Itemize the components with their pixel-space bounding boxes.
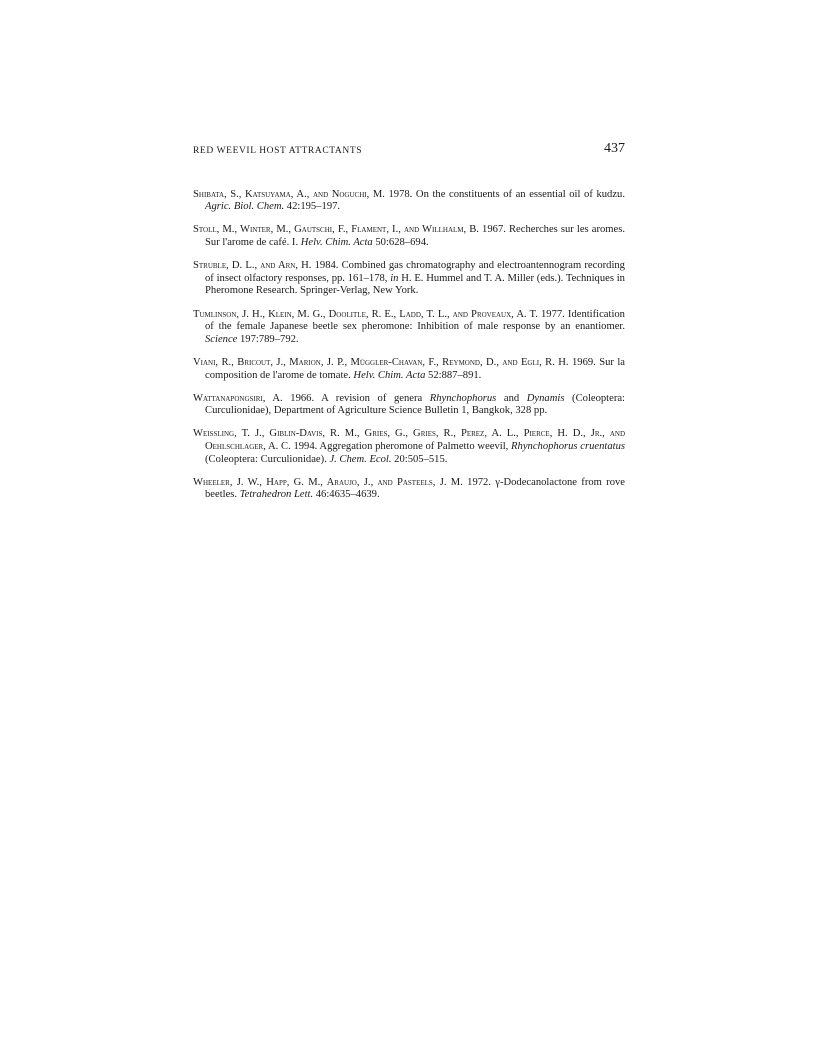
reference-citation: 42:195–197. — [284, 201, 341, 213]
reference-entry — [193, 428, 625, 466]
reference-text: 1994. Aggregation pheromone of Palmetto weevil, — [290, 441, 512, 453]
reference-entry — [193, 393, 625, 418]
reference-entry — [193, 357, 625, 382]
reference-authors: Struble, D. L., and Arn, H. — [193, 260, 312, 272]
reference-entry — [193, 309, 625, 347]
reference-text: 1966. A revision of genera — [282, 392, 430, 404]
reference-text: 1969. Sur la composition de l'arome de tomate. — [205, 356, 626, 381]
reference-text: 1977. Identification of the female Japanese beetle sex pheromone: Inhibition of male response by an enantiomer. — [205, 308, 625, 333]
reference-journal: J. Chem. Ecol. — [329, 453, 392, 465]
reference-entry — [193, 477, 625, 502]
reference-authors: Viani, R., Bricout, J., Marion, J. P., Müggler-Chavan, F., Reymond, D., and Egli, R. H. — [193, 356, 569, 368]
reference-citation: 20:505–515. — [391, 453, 448, 465]
reference-text: 1984. Combined gas chromatography and electroantennogram recording of insect olfactory responses, pp. 161–178, — [205, 260, 625, 284]
reference-journal: Science — [205, 333, 238, 345]
reference-journal: Helv. Chim. Acta — [300, 236, 373, 248]
reference-citation: (Coleoptera: Curculionidae), Department of Agriculture Science Bulletin 1, Bangkok, 328 pp. — [205, 392, 625, 417]
reference-authors: Stoll, M., Winter, M., Gautschi, F., Flament, I., and Willhalm, B. — [193, 224, 479, 236]
page-header — [193, 141, 625, 161]
reference-text: 1978. On the constituents of an essential oil of kudzu. — [384, 188, 625, 200]
reference-text: (Coleoptera: Curculionidae). — [205, 453, 330, 465]
reference-genus: Dynamis — [526, 392, 565, 404]
reference-species: Rhynchophorus cruentatus — [511, 441, 625, 453]
reference-authors: Weissling, T. J., Giblin-Davis, R. M., Gries, G., Gries, R., Perez, A. L., Pierce, H. D., Jr., and Oehlschlager, A. C. — [193, 428, 625, 453]
reference-text: 1967. Recherches sur les aromes. Sur l'arome de café. I. — [205, 224, 625, 248]
reference-citation: 52:887–891. — [425, 369, 482, 381]
reference-entry — [193, 224, 625, 249]
reference-journal: in — [390, 272, 399, 284]
reference-citation: 46:4635–4639. — [313, 489, 380, 501]
reference-journal: Agric. Biol. Chem. — [205, 201, 285, 213]
reference-authors: Wattanapongsiri, A. — [193, 392, 283, 404]
reference-entry — [193, 189, 625, 214]
reference-authors: Tumlinson, J. H., Klein, M. G., Doolitle, R. E., Ladd, T. L., and Proveaux, A. T. — [193, 308, 538, 320]
reference-authors: Shibata, S., Katsuyama, A., and Noguchi, M. — [193, 188, 385, 200]
reference-text: and — [496, 392, 527, 404]
running-head: RED WEEVIL HOST ATTRACTANTS — [193, 146, 363, 156]
reference-list — [193, 178, 625, 504]
reference-citation: H. E. Hummel and T. A. Miller (eds.). Techniques in Pheromone Research. Springer-Verlag, New York. — [205, 272, 625, 297]
page-number: 437 — [604, 141, 625, 156]
reference-citation: 50:628–694. — [372, 236, 429, 248]
reference-genus: Rhynchophorus — [429, 392, 497, 404]
reference-citation: 197:789–792. — [237, 333, 299, 345]
reference-journal: Tetrahedron Lett. — [239, 489, 314, 501]
reference-authors: Wheeler, J. W., Happ, G. M., Araujo, J., and Pasteels, J. M. — [193, 476, 463, 488]
reference-entry — [193, 260, 625, 298]
reference-text: 1972. γ-Dodecanolactone from rove beetles. — [205, 476, 625, 501]
reference-journal: Helv. Chim. Acta — [353, 369, 426, 381]
